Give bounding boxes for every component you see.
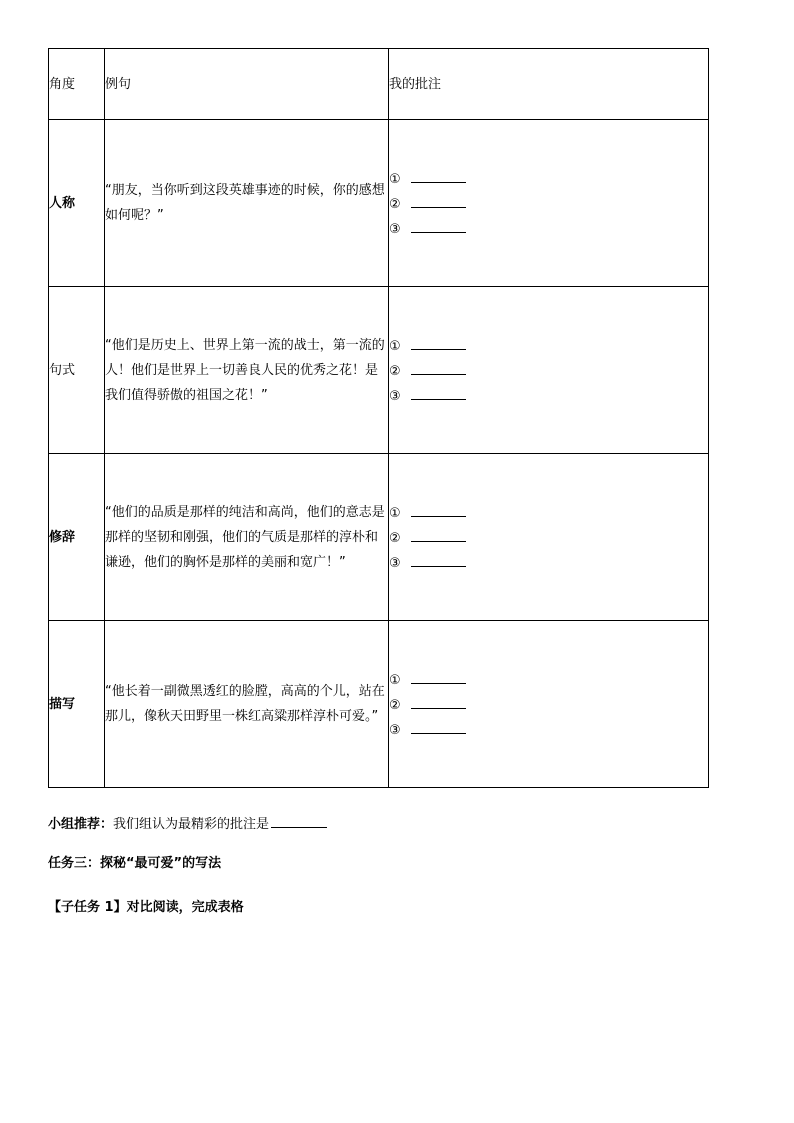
group-recommend-label: 小组推荐： <box>48 817 114 832</box>
note-number: ② <box>389 363 401 379</box>
note-line <box>389 166 708 191</box>
table-row <box>49 287 709 454</box>
note-number: ② <box>389 697 401 713</box>
note-line <box>389 191 708 216</box>
note-line <box>389 667 708 692</box>
table-header-row <box>49 49 709 120</box>
note-number: ② <box>389 196 401 212</box>
fill-blank[interactable] <box>411 500 466 517</box>
note-line <box>389 717 708 742</box>
task3-heading: 任务三：探秘“最可爱”的写法 <box>48 856 222 871</box>
fill-blank[interactable] <box>411 333 466 350</box>
note-line <box>389 500 708 525</box>
header-angle: 角度 <box>49 49 105 120</box>
note-line <box>389 550 708 575</box>
table-row <box>49 120 709 287</box>
fill-blank[interactable] <box>411 191 466 208</box>
fill-blank[interactable] <box>411 550 466 567</box>
notes-cell <box>389 287 709 454</box>
fill-blank[interactable] <box>411 358 466 375</box>
annotation-table <box>48 48 709 788</box>
table-row <box>49 621 709 788</box>
fill-blank[interactable] <box>411 216 466 233</box>
note-line <box>389 333 708 358</box>
note-number: ③ <box>389 221 401 237</box>
group-recommend-text: 我们组认为最精彩的批注是 <box>113 817 270 832</box>
group-recommend-blank[interactable] <box>271 813 327 828</box>
example-cell: “朋友，当你听到这段英雄事迹的时候，你的感想如何呢？” <box>105 120 389 287</box>
note-line <box>389 358 708 383</box>
subtask1-heading: 【子任务 1】对比阅读，完成表格 <box>48 900 244 915</box>
table-row <box>49 454 709 621</box>
notes-cell <box>389 621 709 788</box>
note-number: ① <box>389 672 401 688</box>
note-line <box>389 383 708 408</box>
notes-cell <box>389 120 709 287</box>
example-cell: “他们是历史上、世界上第一流的战士，第一流的人！他们是世界上一切善良人民的优秀之花！是我们值得骄傲的祖国之花！” <box>105 287 389 454</box>
note-line <box>389 525 708 550</box>
fill-blank[interactable] <box>411 383 466 400</box>
angle-cell: 人称 <box>49 120 105 287</box>
group-recommendation <box>48 813 327 834</box>
header-example: 例句 <box>105 49 389 120</box>
fill-blank[interactable] <box>411 166 466 183</box>
note-number: ③ <box>389 722 401 738</box>
angle-cell: 句式 <box>49 287 105 454</box>
example-cell: “他长着一副微黑透红的脸膛，高高的个儿，站在那儿，像秋天田野里一株红高粱那样淳朴可爱。” <box>105 621 389 788</box>
fill-blank[interactable] <box>411 525 466 542</box>
note-line <box>389 216 708 241</box>
header-notes: 我的批注 <box>389 49 709 120</box>
fill-blank[interactable] <box>411 717 466 734</box>
note-number: ③ <box>389 555 401 571</box>
note-number: ① <box>389 505 401 521</box>
fill-blank[interactable] <box>411 692 466 709</box>
notes-cell <box>389 454 709 621</box>
fill-blank[interactable] <box>411 667 466 684</box>
note-number: ③ <box>389 388 401 404</box>
angle-cell: 描写 <box>49 621 105 788</box>
note-number: ② <box>389 530 401 546</box>
example-cell: “他们的品质是那样的纯洁和高尚，他们的意志是那样的坚韧和刚强，他们的气质是那样的淳朴和谦逊，他们的胸怀是那样的美丽和宽广！” <box>105 454 389 621</box>
angle-cell: 修辞 <box>49 454 105 621</box>
note-number: ① <box>389 171 401 187</box>
note-line <box>389 692 708 717</box>
note-number: ① <box>389 338 401 354</box>
